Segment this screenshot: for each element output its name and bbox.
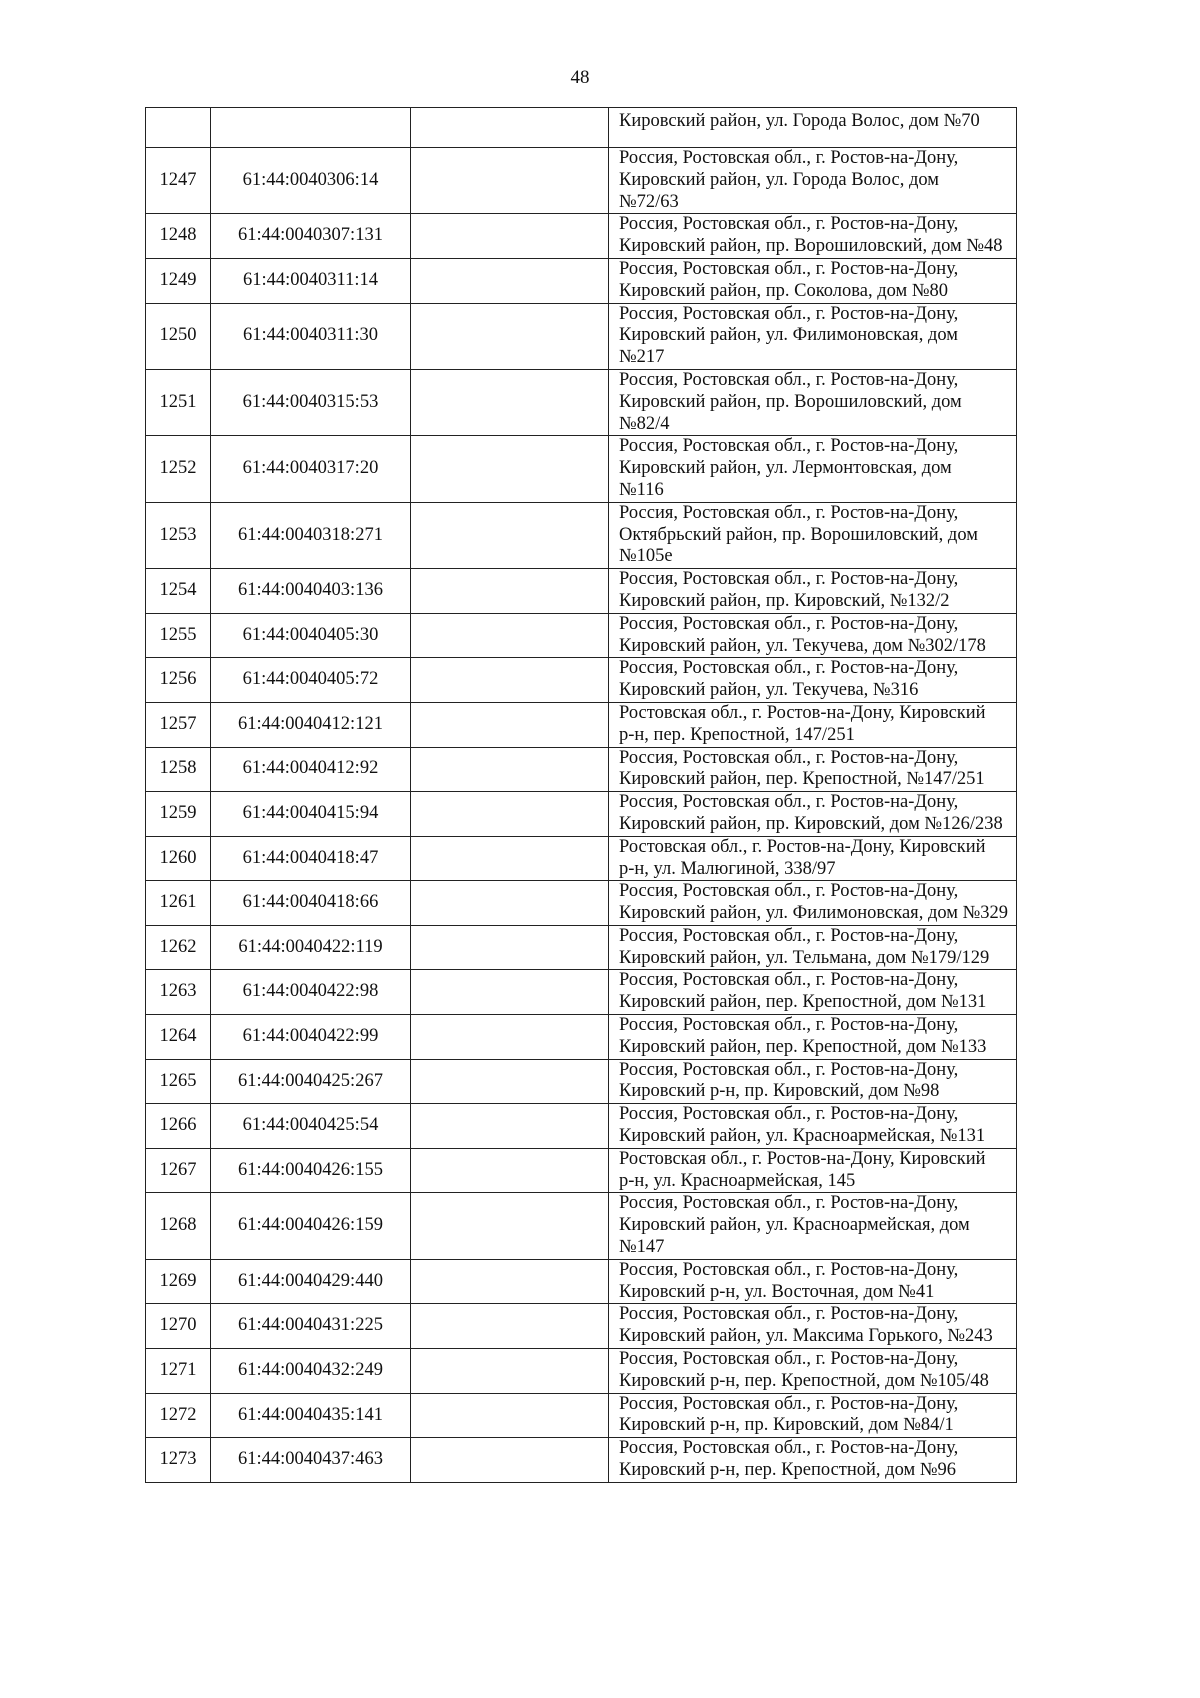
- row-number-cell: 1268: [146, 1193, 211, 1259]
- address-line: Кировский р-н, пр. Кировский, дом №98: [619, 1081, 940, 1102]
- table-row: [146, 702, 1017, 747]
- table-row: [146, 658, 1017, 703]
- empty-column-cell: [411, 303, 609, 369]
- row-number-cell: 1255: [146, 613, 211, 658]
- empty-column-cell: [411, 214, 609, 259]
- empty-column-cell: [411, 1104, 609, 1149]
- address-cell: [609, 836, 1017, 881]
- address-line: Россия, Ростовская обл., г. Ростов-на-Дону,: [619, 970, 959, 991]
- empty-column-cell: [411, 613, 609, 658]
- address-line: Ростовская обл., г. Ростов-на-Дону, Кировский: [619, 836, 986, 857]
- row-number-cell: 1252: [146, 436, 211, 502]
- address-line: Россия, Ростовская обл., г. Ростов-на-Дону,: [619, 613, 959, 634]
- address-line: Ростовская обл., г. Ростов-на-Дону, Кировский: [619, 702, 986, 723]
- address-line: Кировский район, ул. Лермонтовская, дом: [619, 458, 952, 479]
- address-line: Кировский район, ул. Филимоновская, дом: [619, 325, 958, 346]
- table-row: [146, 1104, 1017, 1149]
- address-line: Россия, Ростовская обл., г. Ростов-на-Дону,: [619, 747, 959, 768]
- empty-column-cell: [411, 1193, 609, 1259]
- table-row: [146, 436, 1017, 502]
- address-line: Россия, Ростовская обл., г. Ростов-на-Дону,: [619, 1393, 959, 1414]
- address-line: Россия, Ростовская обл., г. Ростов-на-Дону,: [619, 1304, 959, 1325]
- empty-column-cell: [411, 836, 609, 881]
- empty-column-cell: [411, 1259, 609, 1304]
- address-cell: [609, 1193, 1017, 1259]
- cadastral-number-cell: 61:44:0040311:30: [211, 303, 411, 369]
- address-line: Россия, Ростовская обл., г. Ростов-на-Дону,: [619, 658, 959, 679]
- row-number-cell: 1272: [146, 1393, 211, 1438]
- address-line: Кировский район, пр. Соколова, дом №80: [619, 280, 949, 301]
- table-row: [146, 502, 1017, 568]
- address-line: Россия, Ростовская обл., г. Ростов-на-Дону,: [619, 1438, 959, 1459]
- page-number: 48: [570, 67, 590, 88]
- address-line: Россия, Ростовская обл., г. Ростов-на-Дону,: [619, 1059, 959, 1080]
- address-line: р-н, ул. Малюгиной, 338/97: [619, 858, 836, 879]
- address-line: Кировский район, пр. Кировский, дом №126/238: [619, 813, 1003, 834]
- address-cell: [609, 108, 1017, 148]
- empty-column-cell: [411, 1015, 609, 1060]
- address-line: №105е: [619, 546, 673, 567]
- address-line: Кировский район, ул. Текучева, №316: [619, 680, 919, 701]
- address-cell: [609, 1104, 1017, 1149]
- address-cell: [609, 436, 1017, 502]
- address-cell: [609, 970, 1017, 1015]
- address-line: Россия, Ростовская обл., г. Ростов-на-Дону,: [619, 1104, 959, 1125]
- cadastral-number-cell: 61:44:0040437:463: [211, 1438, 411, 1483]
- address-line: Кировский район, ул. Максима Горького, №243: [619, 1326, 993, 1347]
- address-cell: [609, 214, 1017, 259]
- registry-rows: [146, 108, 1017, 1483]
- empty-column-cell: [411, 702, 609, 747]
- address-line: Кировский район, ул. Филимоновская, дом №329: [619, 903, 1008, 924]
- address-line: Кировский район, пр. Кировский, №132/2: [619, 590, 950, 611]
- address-cell: [609, 1015, 1017, 1060]
- table-row: [146, 613, 1017, 658]
- address-line: Россия, Ростовская обл., г. Ростов-на-Дону,: [619, 1193, 959, 1214]
- row-number-cell: 1267: [146, 1148, 211, 1193]
- address-cell: [609, 148, 1017, 214]
- address-cell: [609, 925, 1017, 970]
- row-number-cell: 1258: [146, 747, 211, 792]
- address-line: №147: [619, 1237, 665, 1258]
- cadastral-number-cell: 61:44:0040315:53: [211, 369, 411, 435]
- address-line: №82/4: [619, 413, 670, 434]
- cadastral-number-cell: 61:44:0040426:155: [211, 1148, 411, 1193]
- address-line: №72/63: [619, 191, 679, 212]
- address-cell: [609, 1259, 1017, 1304]
- cadastral-number-cell: 61:44:0040307:131: [211, 214, 411, 259]
- table-row: [146, 881, 1017, 926]
- row-number-cell: 1261: [146, 881, 211, 926]
- row-number-cell: 1259: [146, 792, 211, 837]
- cadastral-number-cell: 61:44:0040431:225: [211, 1304, 411, 1349]
- address-line: Россия, Ростовская обл., г. Ростов-на-Дону,: [619, 148, 959, 168]
- address-line: Россия, Ростовская обл., г. Ростов-на-Дону,: [619, 369, 959, 390]
- row-number-cell: 1250: [146, 303, 211, 369]
- address-cell: [609, 747, 1017, 792]
- table-row: [146, 108, 1017, 148]
- cadastral-number-cell: 61:44:0040418:66: [211, 881, 411, 926]
- address-line: Россия, Ростовская обл., г. Ростов-на-Дону,: [619, 502, 959, 523]
- table-row: [146, 1193, 1017, 1259]
- cadastral-number-cell: 61:44:0040412:121: [211, 702, 411, 747]
- address-cell: [609, 881, 1017, 926]
- table-row: [146, 1438, 1017, 1483]
- cadastral-number-cell: 61:44:0040418:47: [211, 836, 411, 881]
- address-line: №116: [619, 479, 664, 500]
- address-cell: [609, 1059, 1017, 1104]
- row-number-cell: 1253: [146, 502, 211, 568]
- address-line: Россия, Ростовская обл., г. Ростов-на-Дону,: [619, 214, 959, 235]
- empty-column-cell: [411, 658, 609, 703]
- table-row: [146, 148, 1017, 214]
- row-number-cell: 1254: [146, 569, 211, 614]
- cadastral-number-cell: 61:44:0040429:440: [211, 1259, 411, 1304]
- table-row: [146, 369, 1017, 435]
- table-row: [146, 569, 1017, 614]
- row-number-cell: 1271: [146, 1349, 211, 1394]
- cadastral-number-cell: [211, 108, 411, 148]
- row-number-cell: 1256: [146, 658, 211, 703]
- address-line: р-н, ул. Красноармейская, 145: [619, 1170, 856, 1191]
- cadastral-number-cell: 61:44:0040318:271: [211, 502, 411, 568]
- cadastral-number-cell: 61:44:0040412:92: [211, 747, 411, 792]
- empty-column-cell: [411, 881, 609, 926]
- row-number-cell: 1263: [146, 970, 211, 1015]
- address-line: Кировский район, пр. Ворошиловский, дом №48: [619, 236, 1003, 257]
- empty-column-cell: [411, 502, 609, 568]
- cadastral-number-cell: 61:44:0040306:14: [211, 148, 411, 214]
- table-row: [146, 925, 1017, 970]
- table-row: [146, 1148, 1017, 1193]
- address-cell: [609, 369, 1017, 435]
- row-number-cell: 1247: [146, 148, 211, 214]
- cadastral-number-cell: 61:44:0040415:94: [211, 792, 411, 837]
- table-row: [146, 747, 1017, 792]
- table-row: [146, 970, 1017, 1015]
- cadastral-number-cell: 61:44:0040317:20: [211, 436, 411, 502]
- address-line: Кировский район, ул. Города Волос, дом: [619, 169, 939, 190]
- empty-column-cell: [411, 747, 609, 792]
- address-line: Ростовская обл., г. Ростов-на-Дону, Кировский: [619, 1148, 986, 1169]
- address-line: Россия, Ростовская обл., г. Ростов-на-Дону,: [619, 1259, 959, 1280]
- address-line: Кировский район, ул. Тельмана, дом №179/129: [619, 947, 990, 968]
- table-row: [146, 1259, 1017, 1304]
- row-number-cell: 1257: [146, 702, 211, 747]
- address-line: Россия, Ростовская обл., г. Ростов-на-Дону,: [619, 1015, 959, 1036]
- empty-column-cell: [411, 925, 609, 970]
- empty-column-cell: [411, 1304, 609, 1349]
- address-line: Россия, Ростовская обл., г. Ростов-на-Дону,: [619, 881, 959, 902]
- table-row: [146, 258, 1017, 303]
- table-row: [146, 1015, 1017, 1060]
- row-number-cell: 1265: [146, 1059, 211, 1104]
- row-number-cell: 1262: [146, 925, 211, 970]
- empty-column-cell: [411, 369, 609, 435]
- cadastral-number-cell: 61:44:0040422:99: [211, 1015, 411, 1060]
- address-line: Россия, Ростовская обл., г. Ростов-на-Дону,: [619, 569, 959, 590]
- table-row: [146, 1349, 1017, 1394]
- empty-column-cell: [411, 1059, 609, 1104]
- address-line: р-н, пер. Крепостной, 147/251: [619, 724, 855, 745]
- address-cell: [609, 1304, 1017, 1349]
- row-number-cell: 1273: [146, 1438, 211, 1483]
- empty-column-cell: [411, 1148, 609, 1193]
- address-line: Кировский район, ул. Красноармейская, дом: [619, 1215, 970, 1236]
- row-number-cell: 1264: [146, 1015, 211, 1060]
- empty-column-cell: [411, 970, 609, 1015]
- address-cell: [609, 303, 1017, 369]
- address-cell: [609, 569, 1017, 614]
- address-cell: [609, 1393, 1017, 1438]
- empty-column-cell: [411, 436, 609, 502]
- cadastral-number-cell: 61:44:0040422:119: [211, 925, 411, 970]
- address-line: Кировский р-н, пер. Крепостной, дом №105/48: [619, 1370, 989, 1391]
- address-line: Россия, Ростовская обл., г. Ростов-на-Дону,: [619, 1349, 959, 1370]
- table-row: [146, 1393, 1017, 1438]
- row-number-cell: 1248: [146, 214, 211, 259]
- empty-column-cell: [411, 792, 609, 837]
- address-line: Кировский район, пер. Крепостной, №147/251: [619, 769, 985, 790]
- address-cell: [609, 1349, 1017, 1394]
- address-cell: [609, 502, 1017, 568]
- address-cell: [609, 1148, 1017, 1193]
- table-row: [146, 836, 1017, 881]
- address-line: Россия, Ростовская обл., г. Ростов-на-Дону,: [619, 925, 959, 946]
- cadastral-number-cell: 61:44:0040405:72: [211, 658, 411, 703]
- address-cell: [609, 258, 1017, 303]
- row-number-cell: [146, 108, 211, 148]
- address-line: Кировский район, пер. Крепостной, дом №133: [619, 1036, 987, 1057]
- address-line: Россия, Ростовская обл., г. Ростов-на-Дону,: [619, 303, 959, 324]
- row-number-cell: 1266: [146, 1104, 211, 1149]
- address-line: Кировский район, ул. Города Волос, дом №70: [619, 111, 980, 131]
- cadastral-number-cell: 61:44:0040426:159: [211, 1193, 411, 1259]
- address-line: №217: [619, 347, 665, 368]
- address-cell: [609, 658, 1017, 703]
- table-row: [146, 1304, 1017, 1349]
- empty-column-cell: [411, 1438, 609, 1483]
- cadastral-number-cell: 61:44:0040425:267: [211, 1059, 411, 1104]
- address-line: Кировский р-н, пр. Кировский, дом №84/1: [619, 1415, 954, 1436]
- registry-table: [145, 107, 1017, 1483]
- address-cell: [609, 792, 1017, 837]
- address-cell: [609, 702, 1017, 747]
- cadastral-number-cell: 61:44:0040435:141: [211, 1393, 411, 1438]
- row-number-cell: 1269: [146, 1259, 211, 1304]
- row-number-cell: 1249: [146, 258, 211, 303]
- address-line: Россия, Ростовская обл., г. Ростов-на-Дону,: [619, 792, 959, 813]
- table-row: [146, 303, 1017, 369]
- empty-column-cell: [411, 108, 609, 148]
- address-line: Кировский р-н, пер. Крепостной, дом №96: [619, 1460, 956, 1481]
- row-number-cell: 1260: [146, 836, 211, 881]
- cadastral-number-cell: 61:44:0040311:14: [211, 258, 411, 303]
- address-line: Кировский район, ул. Текучева, дом №302/178: [619, 635, 986, 656]
- address-cell: [609, 1438, 1017, 1483]
- cadastral-number-cell: 61:44:0040405:30: [211, 613, 411, 658]
- cadastral-number-cell: 61:44:0040422:98: [211, 970, 411, 1015]
- address-line: Кировский район, пер. Крепостной, дом №131: [619, 992, 987, 1013]
- address-line: Кировский район, пр. Ворошиловский, дом: [619, 391, 962, 412]
- address-line: Россия, Ростовская обл., г. Ростов-на-Дону,: [619, 258, 959, 279]
- empty-column-cell: [411, 1393, 609, 1438]
- empty-column-cell: [411, 148, 609, 214]
- address-line: Россия, Ростовская обл., г. Ростов-на-Дону,: [619, 436, 959, 457]
- empty-column-cell: [411, 258, 609, 303]
- table-row: [146, 792, 1017, 837]
- cadastral-number-cell: 61:44:0040425:54: [211, 1104, 411, 1149]
- row-number-cell: 1270: [146, 1304, 211, 1349]
- address-line: Кировский р-н, ул. Восточная, дом №41: [619, 1281, 935, 1302]
- empty-column-cell: [411, 569, 609, 614]
- table-row: [146, 214, 1017, 259]
- address-cell: [609, 613, 1017, 658]
- row-number-cell: 1251: [146, 369, 211, 435]
- cadastral-number-cell: 61:44:0040403:136: [211, 569, 411, 614]
- address-line: Октябрьский район, пр. Ворошиловский, дом: [619, 524, 978, 545]
- address-line: Кировский район, ул. Красноармейская, №131: [619, 1126, 986, 1147]
- table-row: [146, 1059, 1017, 1104]
- cadastral-number-cell: 61:44:0040432:249: [211, 1349, 411, 1394]
- empty-column-cell: [411, 1349, 609, 1394]
